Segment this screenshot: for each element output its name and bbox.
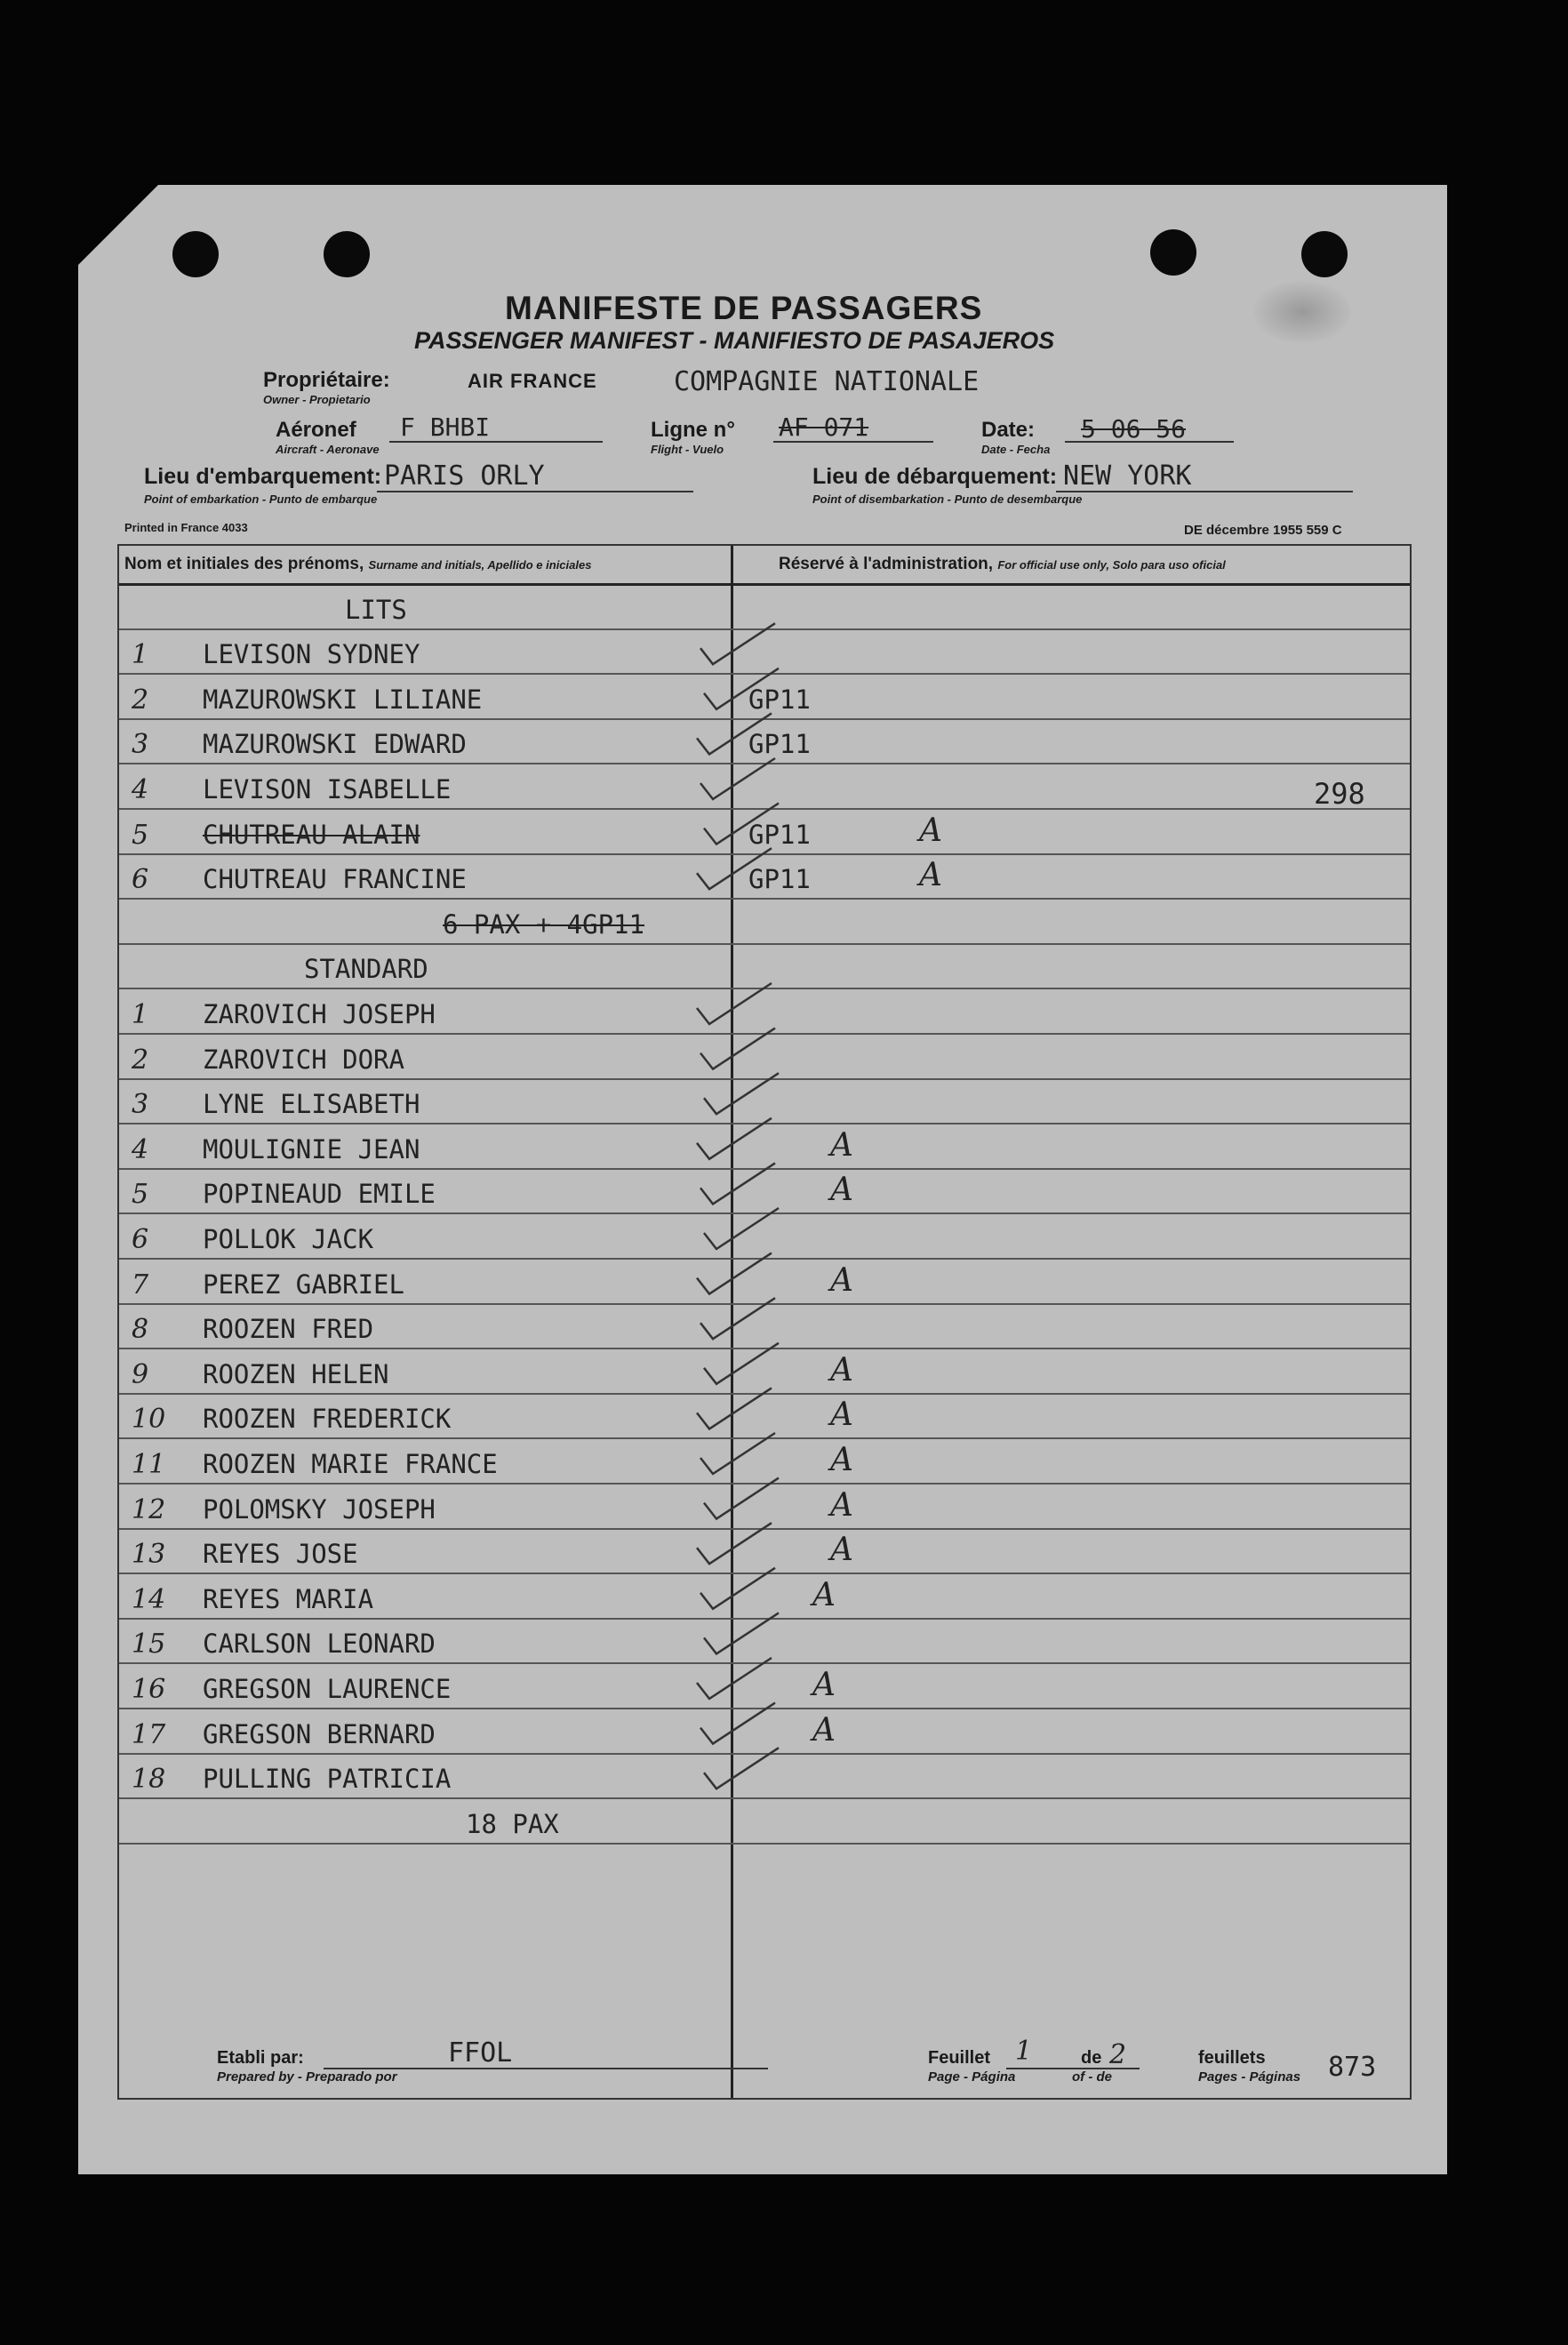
row-number: 9 — [132, 1358, 149, 1390]
disembark-value: NEW YORK — [1063, 460, 1192, 492]
prepared-sublabel: Prepared by - Preparado por — [217, 2069, 397, 2085]
passenger-name: REYES MARIA — [203, 1583, 374, 1614]
sheet-value: 1 — [1015, 2036, 1033, 2067]
disembark-line — [1056, 491, 1353, 492]
passenger-name: CARLSON LEONARD — [203, 1629, 436, 1660]
check-mark — [697, 1118, 772, 1159]
passenger-name: MAZUROWSKI EDWARD — [203, 729, 467, 760]
prepared-line — [324, 2068, 768, 2069]
date-value: 5 06 56 — [1081, 414, 1187, 444]
admin-mark: A — [830, 1261, 853, 1299]
owner-label: Propriétaire: — [263, 368, 390, 392]
sheet-line — [1006, 2068, 1140, 2069]
row-number: 10 — [132, 1404, 166, 1436]
manifest-sheet — [78, 185, 1447, 2174]
passenger-name: ROOZEN FRED — [203, 1314, 374, 1345]
sheet-label: Feuillet — [928, 2048, 991, 2068]
passenger-name: 6 PAX + 4GP11 — [443, 908, 644, 940]
passenger-name: ROOZEN MARIE FRANCE — [203, 1449, 498, 1479]
passenger-name: 18 PAX — [466, 1808, 559, 1839]
passenger-name: LYNE ELISABETH — [203, 1089, 420, 1120]
aircraft-line — [389, 441, 603, 443]
aircraft-value: F BHBI — [400, 412, 491, 442]
aircraft-label: Aéronef — [276, 418, 356, 442]
check-mark — [700, 623, 775, 664]
form-subtitle: PASSENGER MANIFEST - MANIFIESTO DE PASAJEROS — [414, 327, 1055, 354]
row-number: 13 — [132, 1539, 166, 1571]
col-admin-header: Réservé à l'administration, For official use only, Solo para uso oficial — [779, 555, 1226, 573]
stamp-mark — [1253, 281, 1351, 343]
embark-value: PARIS ORLY — [384, 460, 545, 492]
admin-mark: A — [919, 812, 942, 849]
flight-line — [773, 441, 933, 443]
check-mark — [704, 804, 779, 844]
of-label: de — [1081, 2048, 1102, 2068]
row-number: 12 — [132, 1493, 166, 1525]
row-number: 5 — [132, 819, 149, 851]
aircraft-sublabel: Aircraft - Aeronave — [276, 443, 380, 456]
admin-mark: A — [812, 1576, 836, 1613]
admin-mark: A — [830, 1397, 853, 1434]
passenger-name: MAZUROWSKI LILIANE — [203, 684, 483, 715]
date-label: Date: — [981, 418, 1036, 442]
admin-mark: A — [830, 1172, 853, 1209]
passenger-table — [117, 544, 1412, 2100]
check-mark — [704, 1073, 779, 1114]
flight-value: AF 071 — [779, 412, 869, 442]
check-mark — [697, 1658, 772, 1699]
row-number: 6 — [132, 864, 149, 896]
row-number: 4 — [132, 1133, 149, 1165]
passenger-name: LITS — [345, 594, 407, 625]
passenger-name: ZAROVICH JOSEPH — [203, 999, 436, 1029]
passenger-name: POLOMSKY JOSEPH — [203, 1493, 436, 1525]
disembark-label: Lieu de débarquement: — [812, 464, 1058, 489]
check-mark — [697, 1388, 772, 1429]
passenger-name: GREGSON LAURENCE — [203, 1674, 452, 1704]
check-mark — [700, 1703, 775, 1744]
row-number: 16 — [132, 1674, 166, 1705]
row-number: 15 — [132, 1629, 166, 1661]
passenger-name: MOULIGNIE JEAN — [203, 1133, 420, 1164]
check-mark — [697, 983, 772, 1024]
check-mark — [697, 1523, 772, 1564]
check-mark — [704, 1613, 779, 1653]
admin-code: GP11 — [748, 819, 811, 850]
passenger-name: GREGSON BERNARD — [203, 1718, 436, 1749]
owner-value: COMPAGNIE NATIONALE — [674, 366, 980, 397]
check-mark — [700, 1298, 775, 1339]
check-mark — [704, 1208, 779, 1249]
admin-code: GP11 — [748, 864, 811, 895]
of-value: 2 — [1109, 2039, 1127, 2070]
admin-mark: A — [830, 1442, 853, 1478]
pages-label: feuillets — [1198, 2048, 1266, 2068]
passenger-name: LEVISON ISABELLE — [203, 774, 452, 804]
row-number: 1 — [132, 999, 149, 1030]
admin-mark: A — [919, 857, 942, 894]
pages-sublabel: Pages - Páginas — [1198, 2069, 1301, 2085]
check-mark — [697, 1253, 772, 1294]
check-mark — [700, 1568, 775, 1609]
torn-corner — [78, 185, 158, 265]
passenger-name: PEREZ GABRIEL — [203, 1269, 404, 1300]
check-mark — [700, 1028, 775, 1069]
owner-printed: AIR FRANCE — [468, 370, 597, 392]
row-number: 4 — [132, 774, 149, 805]
passenger-name: ROOZEN HELEN — [203, 1358, 389, 1389]
form-code: DE décembre 1955 559 C — [1184, 523, 1342, 538]
row-number: 1 — [132, 639, 149, 671]
row-number: 14 — [132, 1583, 166, 1615]
row-number: 2 — [132, 1044, 149, 1076]
admin-code: GP11 — [748, 729, 811, 760]
disembark-sublabel: Point of disembarkation - Punto de desembarque — [812, 492, 1083, 506]
check-mark — [704, 1478, 779, 1519]
check-mark — [704, 1343, 779, 1384]
check-mark — [704, 668, 779, 709]
passenger-name: POLLOK JACK — [203, 1224, 374, 1254]
check-mark — [697, 848, 772, 889]
row-number: 3 — [132, 729, 149, 761]
admin-code: GP11 — [748, 684, 811, 715]
punch-hole-icon — [324, 231, 370, 277]
col-name-header: Nom et initiales des prénoms, Surname and initials, Apellido e iniciales — [124, 555, 592, 573]
form-title: MANIFESTE DE PASSAGERS — [505, 290, 983, 326]
row-number: 6 — [132, 1224, 149, 1255]
check-mark — [700, 1433, 775, 1474]
passenger-name: ROOZEN FREDERICK — [203, 1404, 452, 1435]
embark-sublabel: Point of embarkation - Punto de embarque — [144, 492, 378, 506]
embark-label: Lieu d'embarquement: — [144, 464, 382, 489]
check-mark — [704, 1748, 779, 1789]
punch-hole-icon — [172, 231, 219, 277]
passenger-name: CHUTREAU FRANCINE — [203, 864, 467, 895]
check-marks — [119, 546, 1410, 2098]
passenger-name: PULLING PATRICIA — [203, 1764, 452, 1795]
admin-number: 298 — [1314, 777, 1365, 811]
of-sublabel: of - de — [1072, 2069, 1112, 2085]
row-number: 5 — [132, 1179, 149, 1211]
row-number: 18 — [132, 1764, 166, 1796]
sheet-sublabel: Page - Página — [928, 2069, 1016, 2085]
admin-mark: A — [830, 1126, 853, 1164]
date-line — [1065, 441, 1234, 443]
passenger-name: STANDARD — [304, 954, 428, 985]
admin-mark: A — [812, 1667, 836, 1703]
printed-in: Printed in France 4033 — [124, 521, 248, 534]
check-mark — [697, 713, 772, 754]
row-number: 3 — [132, 1089, 149, 1121]
flight-sublabel: Flight - Vuelo — [651, 443, 724, 456]
date-sublabel: Date - Fecha — [981, 443, 1051, 456]
check-mark — [700, 758, 775, 799]
admin-mark: A — [830, 1532, 853, 1569]
passenger-name: CHUTREAU ALAIN — [203, 819, 420, 850]
row-number: 8 — [132, 1314, 149, 1346]
doc-number: 873 — [1328, 2052, 1377, 2083]
row-number: 17 — [132, 1718, 166, 1750]
punch-hole-icon — [1150, 229, 1196, 276]
passenger-name: LEVISON SYDNEY — [203, 639, 420, 670]
row-number: 2 — [132, 684, 149, 716]
passenger-name: ZAROVICH DORA — [203, 1044, 404, 1075]
admin-mark: A — [812, 1711, 836, 1749]
row-number: 7 — [132, 1269, 149, 1301]
admin-mark: A — [830, 1486, 853, 1524]
passenger-name: POPINEAUD EMILE — [203, 1179, 436, 1210]
passenger-name: REYES JOSE — [203, 1539, 358, 1570]
check-mark — [700, 1163, 775, 1204]
embark-line — [377, 491, 693, 492]
prepared-value: FFOL — [448, 2037, 513, 2069]
punch-hole-icon — [1301, 231, 1348, 277]
owner-sublabel: Owner - Propietario — [263, 393, 371, 406]
admin-mark: A — [830, 1351, 853, 1389]
prepared-label: Etabli par: — [217, 2048, 304, 2068]
flight-label: Ligne n° — [651, 418, 735, 442]
row-number: 11 — [132, 1449, 166, 1480]
